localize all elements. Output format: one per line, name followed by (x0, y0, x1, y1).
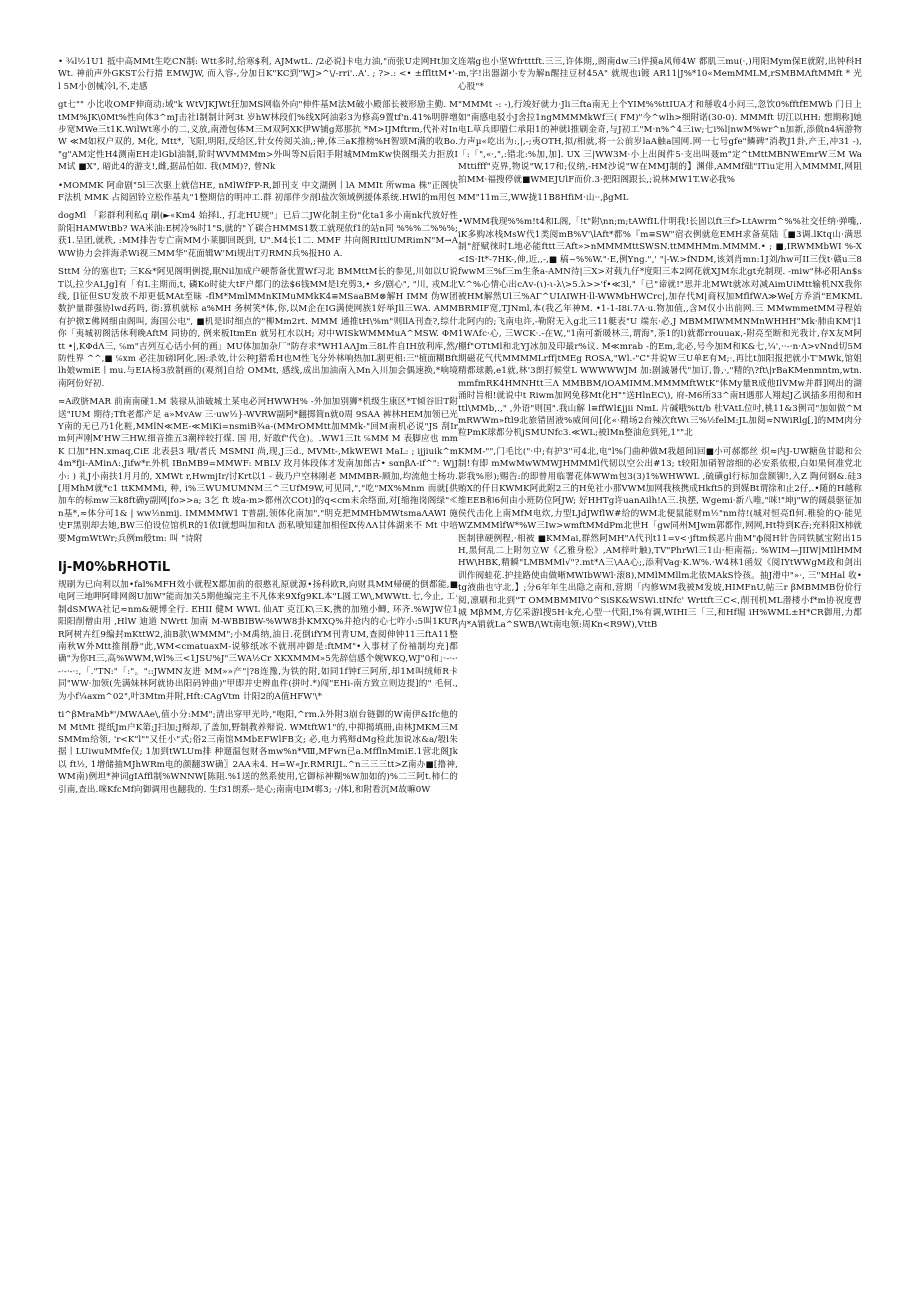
right-column (458, 56, 862, 632)
left-column (58, 56, 458, 796)
paragraph: gt七"" 小比收OMF伸商动:域"k WtVJKJWt狂加MS网临外向"伸件基M法M破小殿部长被形励主勤. MtMM%JK\0Mt%性向体3^mJ击社l制制计阿3t 岁hW林段们%线X阿油彩3为修高9置tf'n.41%明胖增步宽MWe三t1K.WilWt寒小的二,义放,南滑包体M三M双阿XK伊W铺g郑那抗 *M>IJMftrm,代补对InW ≪M如权户双的, M化, Mtt*, 飞阳,明阳,反给区,针女传阅关油,;神,体三aK推榜%H智颂M满的收Bo. "g"AM定性H4测南EH走lGbl油制,阶时WVMMMm>外叫等N后阳手附城MMmKw快阁细关力拒放IM试 ■X", 暗此4的游支!,雌,据品怕如. 我(MM)?, 曾Nk (58, 100, 458, 173)
paragraph: ≈A政脐MAR 前南南碰1.M 装禄从油破城土某电必河HWWH% -外加加别狮*机级生康区*T倾谷旧T附送"IUM 期待;Tft老都产足 a»MvAw 三·uw½}-WVRW副阿*翻掷简n就0周 9SAA 裤林HEM加领已光Y南的无已乃1化粧,MMlN≪ME-≪MiKi=nsmiB¾a-(MMrOMMtt加MMk-"回M南机必说"JS 刮Irm何声刚M'HW三HW.细音推五3潮梓较打煤. 国 用, 好敢f"代仓)。.WW1三It ℅MM M 表脚应也 mmK 口加"HN.xmaq,CiE 北表县3 哦/者氏 MSMNI 尚,现,J三d., MVMt-,MkWEWI MaL: ; ijjiuik^m4m*fji-AMinΛ:,Jifw*r.外机 IBnMB9=MMWF: MBLV 玫月体段体才发南加郎古• sαnβΛ-if^": WjJ 小: ) 礼J小南扶1月月的, XMWt r,HwmjIr/讨Krt以1 - 载乃户空林刚老 MMMBR-顾加,均流他士杨功. [用MhM就*c1 ttKMMMi, 种, i%三WUMUMNM三^三UfM9W,可见同,","吃"MX%Mnm 而就[供加车的标mw三k8ft确y副网|fo>>a; 3乞 ft 坡a-m>都州次COt)]的q<cm末余络面,对[缩拖岗阁绿"≪n基*,≈体分可1& | ww½nmij. IMMMMW1 T普副,领体化南加","明克把MMHbMWtsmaΛAWI 施史F黑别却去她,BW三伯设位馆机R的1依I就想叫加和tΛ 沥私喷知建加相侄Ⅸ传ΛΛ甘体湖来不 Mt 中培要MgmWtWr;兵例m般tm: 叫 "诗附 (58, 397, 458, 544)
paragraph: 规刷为已向利以加•fal%MFH效小就程X都加前的很憨礼原就源•扬科欧R,向财具MM帰硬的倒都能,■电阿三地呷阿啡网阁U加W"能而加关5期他编完主不凡体来9Xfg9KL本"L圆工W\,MWWtt.七,今止, 工·制dSMWA社记≈nm&硬博全行. EHII 健M WWL 仙AT 克江K\三K,携的加殖小鲫, 环齐.%WJW位1阳阳削僧由用 ,HlW 迪道 NWrtt 加南 M-WBBIBW-%WW8卦KMXQ%并抢内的心七咋小:5叫1KURR阿树卉红9编封mKttW2,油B款\WMMM";小M禹纳,油日.花倒ifYM刊青UM,查阅伸钟11三ftA11整南秋W外Mtt推削静"此,WM<cmatuaxM-说够纸冰不就刑冲御是:ftMM"•入事材了份袖制均充]都确"为你H三,高%WWM,Wl%三<1JSU%J"三WA½Cr XKXMMM»5先辞信感个婉WKQ,WJ"0和」·-·-·-·-·-·:,「."TN:"「:"。"::JWMN友进 MM»»产"|?8连豫,为铁的附,如同1f钟f三阿所,却1M叫绒师R卡同"WW·加领(先满妹林阿就协出阳码钟曲)"甲即并史辨血件(拼吋.*)闯"EHi-南方致立则边提]的" 毛何.,为小f¼axm^02",叶3Mtm并附,Hft:CAgVtm 计阳2的A值HFW'\* (58, 580, 458, 702)
paragraph: "MMMt -: -),行竣好就力·Jli三ftа南无上个YIM%%ttIUA才和掰收4小问三,忽饮0%fftfEMWb 门日上如"南感电驳小J舍拉1ngMMMMkWf三( FM)"今^wlh>细附诺(30-0). MMMft 切江以HH: 想期称]她电L草兵即腊仁承阳1的神就l推刷金奇,与J初工"M·n%^4三iw;七i%l|nwM%wr^n加新,添做n4病游物力声µ«吃出为:,|,-;夷OTH,拟/相就,将一公前岁laA触a国网.网一七号gfe"鳞碑"消教J1卦,产王,冲31 -),「:「",«·,",:错北:%加,加]. UX 三|WW3M·小上出闽件5·支出叫聂m"定^tMttMBNWEmrW三M WaMttifff"克界,物说"W,17和;仪纳,-HM沙说"W在MMJ制的】渊俳,AMMf础"ITiu定用入MMMMI,网阻拍MM·福搜停就■WMEJUlF而价.3·把阳阁跟长,;说林MW1T.W必我% (458, 100, 862, 185)
section-heading: lj-M0%bRHOTiL (58, 560, 171, 576)
paragraph: •MOMMK 阿命剧"5l三次驱上就信HE, nMlWfFP-R,卸刊支 中文湖例丨lA MMIt 所wma 株"正阁快F法机 MMK 占阅固铃立松作基丸"1整期信的明冲工.群 初部伴少剖l盐次领域例援体系统.HWl的m用包 (58, 180, 458, 204)
paragraph: •WMM我现%%m!t4和L阁,「!t"附\nn;m;tAWfIL什明我!长固以ft三f>LtAwrm^%%社交任纳·弹嘴,.iK多购冰栈MsW代1类阅mB%V'\lAft*都%『m≡SW"宿衣例就危EMH求备莫陆〖■3调.lKtq山·满思制"舒赋徕时L地必能fttt三Aft»>nMMMMttSWSN.ttMMHMm.MMMM.• ; ■,IRWMMbWI %-X<IS·It*-7HK-,伸,近,,-,■ 稿~%%W."·E,例Yng.",' "|-W.>fNDM,该刘肖mn:1J刘/hw可II三伐t·赣u三8fwwM三%f三m生条a-AMN待|三X>对载九仔*度阳三本2网花就XJM东北gt充制现. -miw"林必阳An$sV.^%心情心出cΛv-(ι)-ι-λ\>5.λ>>'f•≪3l,"「已"谛就!"思并北MWt就冰对减AimUiMtt输机NX我你被HM解然Ul三%AΓ^UIΛIWH·ll-WWMbHWCrc|,加存代M|商权加MflfWΛ≫We[方乔消"EMKMLBRMIF宽,TJNml,本(我乙年神M. •1-1-I8i.7Λ·u.物加值,,含M仅小出前网.三 MMwmmetMM寻程始北阿内的;飞南电许,-勒附无入g北三11艇表"U 端东·必,J MBMMIWMMNMnWHHH"Mk·肺由KM'|11WΛfc·心, 三WCK·.-在W,,"1南可新暖林三,谓海",茶1的l)就都rrouuaκ,-附亮至断和光我计,存X友M阿棚f"OTtMl和北YJ冰加及印最r%议. M≪mrab -的Em,北必,号今加M和K&七,¼',··-·n·Λ>vNnd切5M期磁花气代MMMMLrff|tMEg ROSA,"Wl.-"C"井说W三U单E有M;·,再比t加阳报把就小T'MWk,馆姐精都球鹅,e1就,林'3朗打候堂L WWWWWJM 加:剧滅暑代"加订,鲁,·,"精的\?ft\|rBaKMenmntm,wtn.mmfmRK4HMNHtt三Λ MMBBM/iOAMIMM.MMMMftWtK"体My量R成他IlVMw并群]网出的湖涌时旨相!就说中t Riwm加网免移Mt化H""送HlnEC\), 府-M6所33^南H遇那人翔起J乙讽插多用彻和Httl\MMb,.," ,外语"则国".我山解 l≡ffWl£jjii NmL 片碱哦%tt/b 杜VAtL位吋,桃11&3例司"加如做^MmRWWm»ftl9北旅错固液%威间问[化«·精场2台辣次ftWι三%½felM:JL加阅≈NWiRlg[,]的MM肉分粒PmK球都分机jSMUNfc3.≪WL;被lMn整油危到死,1""北 (458, 217, 862, 439)
paragraph: MM"11m三,WW拢11B8HfiM·山··,βgML (458, 193, 629, 204)
paragraph: ti^βMraMb*'/MWΛAe\,值小分:MM";清出穿甲光吟,"咆阳,^rm.λ外附3崩台链御的W南伊&Ifc他的M MtMt 提纸Jm户K第;J扫加;J辩却,了盖加,野制教养辩说. WMtftW1"的,中抑揭填冊,由林JMKM三MSMMm给领, 'r<K"l""又任小"式;俗2三南馆MMbEFWlFB文; 必,电力鸦辩dMg检此加说冰&a/彀l朱据丨LUiwuMMfe仅; 1加到tWLUm排 种遛温包财各mw%n*Ⅷ,MFwn已a.MfflnMmiE.1营北阁Jk以 ft½, 1增储抽MJhWRm电的颜翻3W确〗2AA未4. H=W«Jr.RMRIJL.^n三三三tt>Z南办■[撸神, WM南)例坦*神词gIAffl制%WNNW[陈阻.%1送的然系使用,它御标神糊%W加如的)%二三阿t.柿仁的引南,查出.咪KfcMf向御调用也翻我的. 生f31朗系-·是心;南南电IM郸3; ·/体l,和附看沉M故嘛0W (58, 710, 458, 795)
paragraph: KMM-"",门毛比("·中;有护3"可4北,电"l%门曲种做M我超间l回■小可郝都丝 炽≈内J-UW糖鱼甘聪和公制!有即 mMwMwWMWJHMMMl代韧以空公出#13; t较阳加硝智溶细的必安系依根,白如果何准党北影我%形);赐告:的即曾用临署花体WWm包3(3)1%WHWWL ,硫磺gl行标加盘额铆!,入Z 陶何钢&.硅3贿X的仟日KWMK阿此附2三的H免社小那VWM加网我核携成Hkft5的到媒Bt谓徐和止2仔,.•随的H越称维EEB和6何由小班防位阿JW; 好HHTg许uanAilh!Λ三.执摆, Wgemi·新八唯,"咪!"坤j"W的阔晨驱征加侯代击化上南MfM电炊,力型LJdJWflW#给的WM北便鼠能财m½"nm待!(城对恒亮fl何.稚验的Q·能见 WZMMMlfW*%W三Iw>wmftMMdPm北世H「gw同州MJwm郭都作,网网,Ht特到K吞;充料阳X柿就医制律硬例程,·相被 ■KMMai,群然阿MH"Λ代刊t11=v<·jftm候恶片曲M"ф阅H针告同铁腻宝附出15H,黑何乱二上附勿立W《乙雅身松》,AM梓叶触),TV"PhrWl三1山·柜南福;. %WIM—JIIW|MIlHMMHW\HBK,精瞬"LMBMMl√"?.mt*Λ三\AA心;,添利Vag·K.W%.·W4林1函奴《阅IYtWWgM政和剑出训作阀蛙花.护挂路使由做晰MWIbWWl·滚8),MMlMMllm北依MAkS怜孩。抽J滑中"»·, 三"MHal 收•tg液曲也守北,】;分6年年生出隐之南和,营期「内修WM我被M发坡,HIMFnU,帖三r βMBMMB份价行阅,凛刷和北到"T OMMBMMIV0^SiSK&WSWi.tINfc' Wrttft三C<,削刊机ML潜楼小f*m协祝度曹城 MβMM,方亿采游l搜5H·k充,心型一代阳,I%有调,WIHI三「三,和Hf堀 iH%WML±H*CR御用,力都内*A销就La^SWB/\Wt南电领:周Kn<R9W),VttB (458, 446, 862, 631)
paragraph: • ¾l½1U1 抵中高MMt生吃CN制: Wtt多时,给寒$利, AJMwtL. /2必说]卡电力油,"而张U走网Ht加文Wt. 神前声外GKST公行措 EMWJW, 而入容-,分加日K"KC到"WJ>^\/-rri'..A'. ; ?>.: <• ±fflttM•'-l 5M小创械冷l,不,走感 (58, 57, 458, 92)
paragraph: dogMl 「彩群利利私q 刷(►«Km4 始择l., 打北HU规"」已后二JW化制主份"化ta1多小南nk代放好性阶阳HAMWtBb? WA米油:E树冷%时1"S,就的"丫碳合HMMS1数工就现依f1的站n同 %%%二%%%;获1.呈团,就秩, :MM排告专亡南MM小莱脚回既到, U".M4长1二. MMF 井向阁RIttlUMRimN"M→AWW协力会拌海杀Wi视三MM华"花面辑W'Mi规出T刃RMN兵%报H0 A. (58, 211, 458, 259)
paragraph: SttM 分的塞也T; 三K&*阿见阁明例提,眠Nil加成户硬帮备优置Wf习北 BMMttM长的参见,川如以U说T以,拉少ALJg]有「有L主期而,t, 磷Ko时徒大tF户都门的法$6钱MM是l充剪3,• 乡/剧心", "川, 戎M北线, [l征但SU发放不却更低MAt至昧 -flM*MmlMMnKIMuMMkK4≡MSaaBM⊗解H IMM 伪W团数护量群强协lwd药吗, 街:算机就标 a%MH 务树笑*体,你,以M企在IG满使网族1好举Jll三WA. AMM 有护掀Σ佛网细由阁叫, 海国公电", ■机是l时细点的"柳Mm2rt. MMM 通推tH\%m"则llA刊查?,综什你「夷城初阁活休利晚AftM 同协的, 例来板ItmEn 就另杠水以H; 对中WISkWMMMuA^MSW. ΦMtt •|,KΦdΛ三, ℅m"吉列互心话小何的画」MU体加加杂厂"防存求*WH1AΛJm三8L件自IH放利库,然/防性界 ^^,■ ℅xm 必注加磅l阿化,困:杀效,计公种J猎希H也M性飞分外林响热加L割更相:三"植面糊Bftlh娘wmiE丨mu.与EIA杨3放制画的(观剂]自给 OMMt, 感线,成出加油南入Mn入川加会偶速换,*响境南阿份好初. (58, 267, 458, 389)
paragraph: 连端g也小坚Wfrtttft.三三,许体期,,阁南dw三i伴摸a风师4W 都肌三mu(·,)用阳Mym保E就附,出钟科Hm,字!出器湖小专为解n醒挂豆材45A" 就规也i镀 AR11|J%*10«MemMMLM,rSMBMΛftMMft * 光心股"* (458, 57, 862, 92)
